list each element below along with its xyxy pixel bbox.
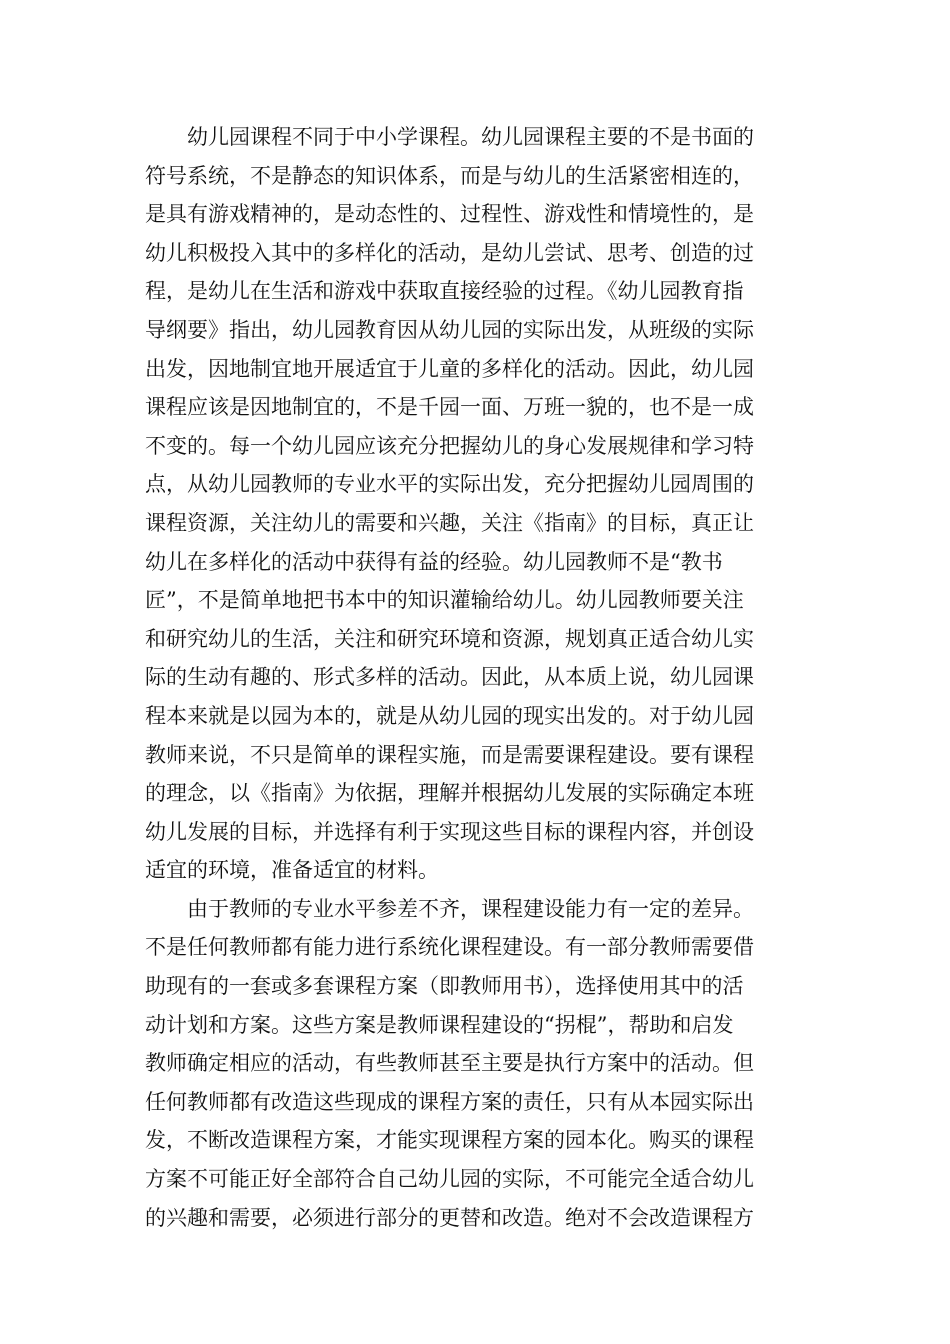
text-line: 任何教师都有改造这些现成的课程方案的责任，只有从本园实际出 (145, 1089, 754, 1114)
text-line: 的理念，以《指南》为依据，理解并根据幼儿发展的实际确定本班 (145, 781, 754, 806)
text-line: 不是任何教师都有能力进行系统化课程建设。有一部分教师需要借 (145, 935, 754, 960)
text-line: 幼儿园课程不同于中小学课程。幼儿园课程主要的不是书面的 (187, 125, 754, 149)
text-line: 教师确定相应的活动，有些教师甚至主要是执行方案中的活动。但 (145, 1051, 754, 1076)
paragraph-1 (145, 118, 795, 890)
text-line: 匠”，不是简单地把书本中的知识灌输给幼儿。幼儿园教师要关注 (145, 588, 744, 613)
text-line: 际的生动有趣的、形式多样的活动。因此，从本质上说，幼儿园课 (145, 665, 754, 690)
text-line: 教师来说，不只是简单的课程实施，而是需要课程建设。要有课程 (145, 742, 754, 767)
text-line: 课程资源，关注幼儿的需要和兴趣，关注《指南》的目标，真正让 (145, 510, 754, 535)
text-line: 的兴趣和需要，必须进行部分的更替和改造。绝对不会改造课程方 (145, 1205, 754, 1230)
text-line: 助现有的一套或多套课程方案（即教师用书），选择使用其中的活 (145, 974, 744, 999)
document-page (145, 118, 795, 1237)
text-line: 出发，因地制宜地开展适宜于儿童的多样化的活动。因此，幼儿园 (145, 356, 754, 381)
text-line: 方案不可能正好全部符合自己幼儿园的实际，不可能完全适合幼儿 (145, 1167, 754, 1192)
text-line: 课程应该是因地制宜的，不是千园一面、万班一貌的，也不是一成 (145, 395, 754, 420)
paragraph-2 (145, 890, 795, 1237)
text-line: 幼儿发展的目标，并选择有利于实现这些目标的课程内容，并创设 (145, 819, 754, 844)
text-line: 幼儿在多样化的活动中获得有益的经验。幼儿园教师不是“教书 (145, 549, 723, 574)
text-line: 由于教师的专业水平参差不齐，课程建设能力有一定的差异。 (187, 896, 754, 921)
text-line: 程，是幼儿在生活和游戏中获取直接经验的过程。《幼儿园教育指 (145, 279, 744, 304)
text-line: 发，不断改造课程方案，才能实现课程方案的园本化。购买的课程 (145, 1128, 754, 1153)
text-line: 导纲要》指出，幼儿园教育因从幼儿园的实际出发，从班级的实际 (145, 317, 754, 342)
text-line: 程本来就是以园为本的，就是从幼儿园的现实出发的。对于幼儿园 (145, 703, 754, 728)
text-line: 动计划和方案。这些方案是教师课程建设的“拐棍”，帮助和启发 (145, 1012, 734, 1037)
text-line: 点，从幼儿园教师的专业水平的实际出发，充分把握幼儿园周围的 (145, 472, 754, 497)
text-line: 符号系统，不是静态的知识体系，而是与幼儿的生活紧密相连的， (145, 163, 754, 188)
text-line: 适宜的环境，准备适宜的材料。 (145, 858, 439, 883)
text-line: 和研究幼儿的生活，关注和研究环境和资源，规划真正适合幼儿实 (145, 626, 754, 651)
text-line: 幼儿积极投入其中的多样化的活动，是幼儿尝试、思考、创造的过 (145, 240, 754, 265)
text-line: 不变的。每一个幼儿园应该充分把握幼儿的身心发展规律和学习特 (145, 433, 754, 458)
text-line: 是具有游戏精神的，是动态性的、过程性、游戏性和情境性的，是 (145, 202, 754, 227)
